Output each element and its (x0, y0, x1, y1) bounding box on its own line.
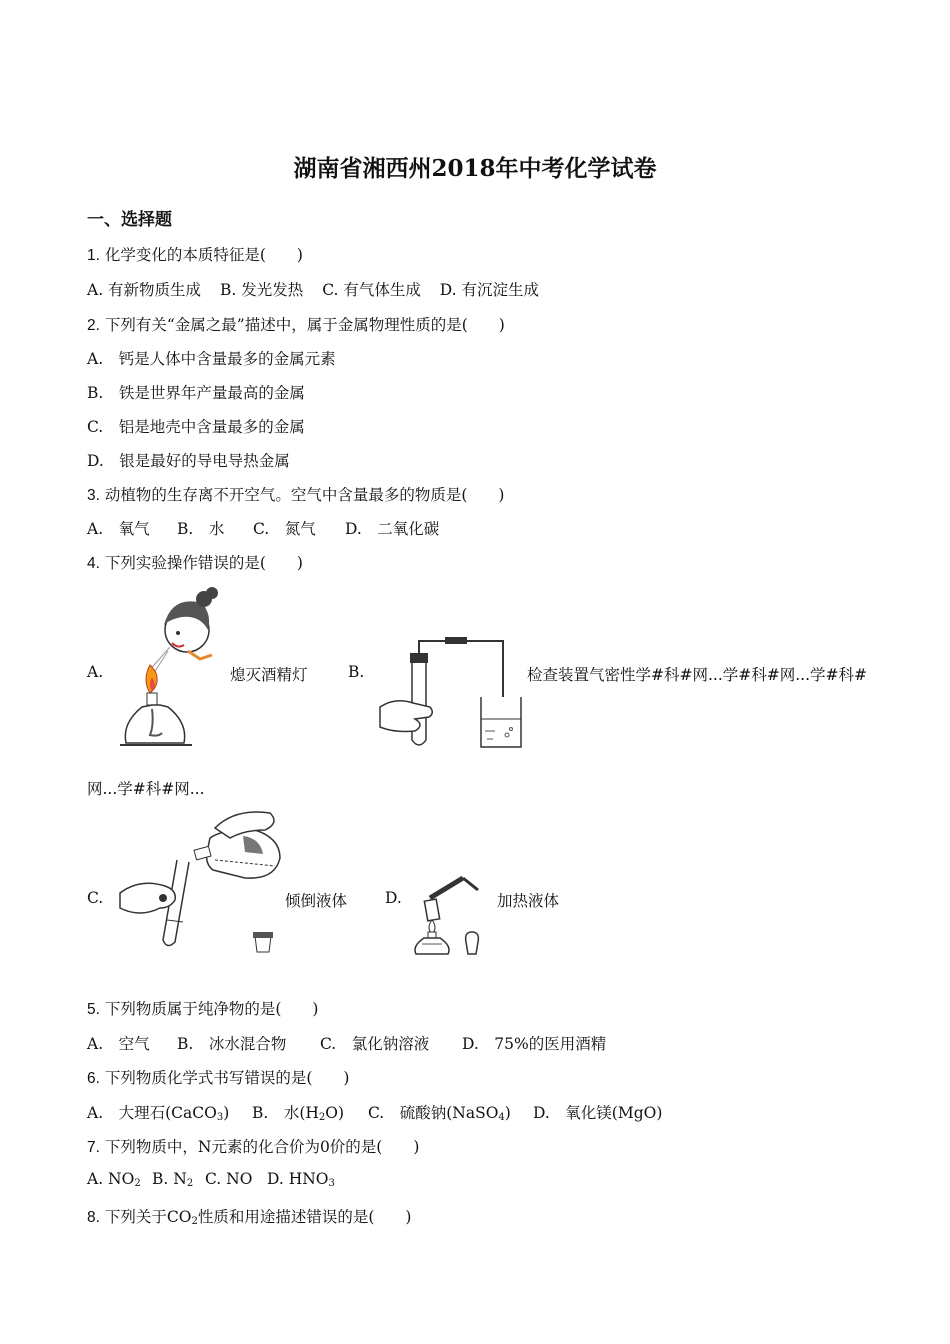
heating-liquid-image (408, 868, 493, 960)
question-number: 7. (87, 1139, 100, 1156)
question-number: 4. (87, 555, 100, 572)
section-heading: 一、选择题 (87, 210, 172, 230)
option-c: C. 有气体生成 (322, 281, 421, 299)
question-text: 下列物质属于纯净物的是( ) (104, 1000, 319, 1018)
option-b: B. $N_2$ (152, 1170, 194, 1189)
question-number: 6. (87, 1070, 100, 1087)
option-b-caption-continued: 网...学#科#网... (87, 780, 205, 798)
question-number: 8. (87, 1209, 100, 1226)
option-a: A. 空气 (87, 1035, 150, 1053)
option-a: A. $NO_2$ (87, 1170, 141, 1189)
alcohol-lamp-blowing-image (112, 585, 227, 750)
option-d: D. 有沉淀生成 (439, 281, 540, 299)
question-8: 8. 下列关于$CO_2$性质和用途描述错误的是( ) (87, 1208, 412, 1227)
question-number: 3. (87, 487, 100, 504)
option-c: C. 铝是地壳中含量最多的金属 (87, 418, 305, 436)
option-d: D. 二氧化碳 (345, 520, 440, 538)
option-b: B. 冰水混合物 (177, 1035, 287, 1053)
option-c-label: C. (87, 889, 104, 907)
option-b: B. 发光发热 (220, 281, 304, 299)
question-1 (87, 243, 303, 265)
question-number: 1. (87, 247, 100, 264)
option-c: C. NO (205, 1170, 253, 1188)
pouring-liquid-image (115, 808, 285, 958)
option-a-caption: 熄灭酒精灯 (230, 666, 308, 684)
option-b: B. 铁是世界年产量最高的金属 (87, 384, 305, 402)
option-d-caption: 加热液体 (497, 892, 560, 910)
question-text: 下列实验操作错误的是( ) (104, 554, 303, 572)
option-b: B. 水$(H_2O)$ (252, 1104, 345, 1123)
option-b: B. 水 (177, 520, 225, 538)
airtightness-check-image (375, 635, 525, 755)
option-a: A. 大理石(CaCO$_3$) (87, 1104, 230, 1123)
option-d-label: D. (385, 889, 402, 907)
option-c: C. 氮气 (253, 520, 316, 538)
option-c: C. 硫酸钠(NaSO$_4$) (368, 1104, 511, 1123)
option-a: A. 氧气 (87, 520, 150, 538)
option-b-label: B. (348, 663, 365, 681)
question-5 (87, 997, 318, 1019)
option-d: D. 氧化镁(MgO) (533, 1104, 663, 1122)
question-text: 下列物质中，N元素的化合价为0价的是( ) (104, 1138, 420, 1156)
option-a-label: A. (87, 663, 104, 681)
question-1-options (87, 278, 539, 300)
option-a: A. 有新物质生成 (87, 281, 202, 299)
question-6 (87, 1066, 349, 1088)
question-number: 2. (87, 317, 100, 334)
option-a: A. 钙是人体中含量最多的金属元素 (87, 350, 336, 368)
page-title: 湖南省湘西州2018年中考化学试卷 (293, 155, 657, 182)
question-text: 下列物质化学式书写错误的是( ) (104, 1069, 350, 1087)
question-7 (87, 1135, 419, 1157)
option-d: D. $HNO_3$ (267, 1170, 335, 1189)
question-4 (87, 551, 303, 573)
option-b-caption: 检查装置气密性学#科#网...学#科#网...学#科# (527, 666, 867, 684)
question-text: 动植物的生存离不开空气。空气中含量最多的物质是( ) (104, 486, 505, 504)
option-c-caption: 倾倒液体 (285, 892, 348, 910)
question-text: 下列有关“金属之最”描述中，属于金属物理性质的是( ) (104, 316, 505, 334)
question-2 (87, 313, 505, 335)
question-number: 5. (87, 1001, 100, 1018)
option-d: D. 银是最好的导电导热金属 (87, 452, 290, 470)
question-text: 化学变化的本质特征是( ) (104, 246, 303, 264)
option-d: D. 75%的医用酒精 (462, 1035, 607, 1053)
question-3 (87, 483, 504, 505)
option-c: C. 氯化钠溶液 (320, 1035, 430, 1053)
